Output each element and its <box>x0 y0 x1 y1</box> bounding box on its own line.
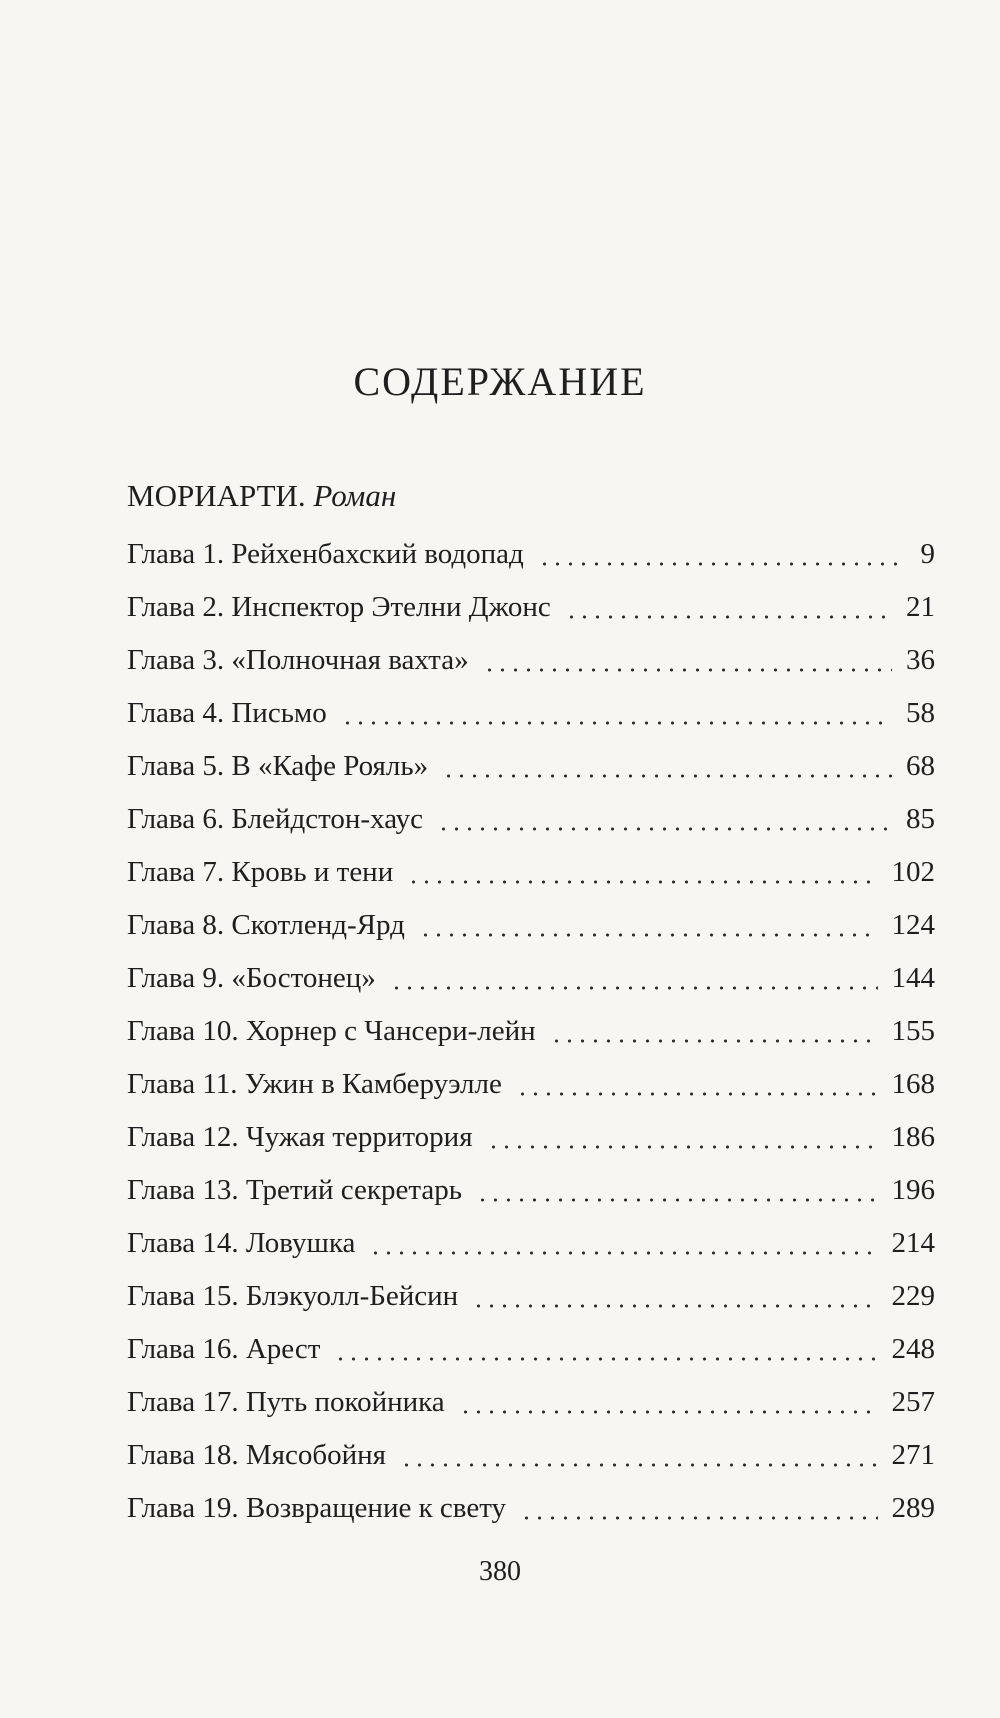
toc-entry-page: 186 <box>891 1121 935 1153</box>
toc-entry-page: 58 <box>906 697 935 729</box>
toc-entry-page: 168 <box>891 1068 935 1100</box>
toc-entry-title: Глава 17. Путь покойника <box>127 1386 445 1418</box>
toc-entry <box>127 1111 935 1164</box>
toc-entry-title: Глава 4. Письмо <box>127 697 327 729</box>
toc-entry <box>127 1482 935 1535</box>
toc-entry <box>127 634 935 687</box>
toc-entry-title: Глава 18. Мясобойня <box>127 1439 386 1471</box>
toc-entry <box>127 740 935 793</box>
dot-leader <box>341 721 892 725</box>
toc-entry-page: 36 <box>906 644 935 676</box>
toc-entry-page: 9 <box>920 538 935 570</box>
toc-entry-title: Глава 2. Инспектор Этелни Джонс <box>127 591 551 623</box>
dot-leader <box>516 1092 878 1096</box>
toc-entry <box>127 1376 935 1429</box>
toc-entry-page: 102 <box>891 856 935 888</box>
toc-entry <box>127 581 935 634</box>
toc-entry-page: 68 <box>906 750 935 782</box>
toc-entry-title: Глава 12. Чужая территория <box>127 1121 473 1153</box>
dot-leader <box>487 1145 878 1149</box>
toc-entry <box>127 1323 935 1376</box>
toc-entry-title: Глава 16. Арест <box>127 1333 321 1365</box>
toc-entry-page: 21 <box>906 591 935 623</box>
dot-leader <box>400 1463 878 1467</box>
toc-entry-page: 196 <box>891 1174 935 1206</box>
toc-entry-page: 124 <box>891 909 935 941</box>
toc-entry-page: 214 <box>891 1227 935 1259</box>
toc-entry-title: Глава 14. Ловушка <box>127 1227 356 1259</box>
toc-entry-title: Глава 13. Третий секретарь <box>127 1174 462 1206</box>
dot-leader <box>334 1357 877 1361</box>
dot-leader <box>407 880 877 884</box>
dot-leader <box>476 1198 878 1202</box>
toc-entry <box>127 793 935 846</box>
table-of-contents <box>127 528 935 1535</box>
toc-entry <box>127 1005 935 1058</box>
dot-leader <box>538 562 897 566</box>
toc-entry <box>127 528 935 581</box>
section-heading <box>127 480 396 511</box>
page-title: СОДЕРЖАНИЕ <box>353 359 647 404</box>
toc-entry-title: Глава 19. Возвращение к свету <box>127 1492 506 1524</box>
toc-entry-page: 144 <box>891 962 935 994</box>
toc-entry <box>127 846 935 899</box>
toc-entry-title: Глава 5. В «Кафе Рояль» <box>127 750 429 782</box>
toc-entry-page: 289 <box>891 1492 935 1524</box>
toc-entry <box>127 1429 935 1482</box>
toc-entry-title: Глава 7. Кровь и тени <box>127 856 394 888</box>
toc-entry-page: 248 <box>891 1333 935 1365</box>
toc-entry <box>127 1217 935 1270</box>
toc-entry <box>127 1058 935 1111</box>
dot-leader <box>550 1039 878 1043</box>
dot-leader <box>390 986 878 990</box>
dot-leader <box>565 615 892 619</box>
toc-entry <box>127 1164 935 1217</box>
toc-entry-title: Глава 9. «Бостонец» <box>127 962 376 994</box>
dot-leader <box>437 827 892 831</box>
dot-leader <box>520 1516 878 1520</box>
toc-entry-title: Глава 6. Блейдстон-хаус <box>127 803 423 835</box>
section-subtitle: Роман <box>313 478 397 513</box>
toc-entry-page: 271 <box>891 1439 935 1471</box>
toc-entry-page: 229 <box>891 1280 935 1312</box>
toc-entry-page: 85 <box>906 803 935 835</box>
dot-leader <box>442 774 892 778</box>
toc-entry-title: Глава 8. Скотленд-Ярд <box>127 909 405 941</box>
dot-leader <box>419 933 878 937</box>
toc-entry-title: Глава 10. Хорнер с Чансери-лейн <box>127 1015 536 1047</box>
toc-entry-title: Глава 1. Рейхенбахский водопад <box>127 538 524 570</box>
page-number: 380 <box>479 1556 521 1587</box>
toc-entry-page: 155 <box>891 1015 935 1047</box>
dot-leader <box>472 1304 877 1308</box>
dot-leader <box>459 1410 878 1414</box>
toc-entry <box>127 1270 935 1323</box>
toc-entry-title: Глава 15. Блэкуолл-Бейсин <box>127 1280 459 1312</box>
toc-entry-title: Глава 11. Ужин в Камберуэлле <box>127 1068 502 1100</box>
toc-entry <box>127 687 935 740</box>
section-title: МОРИАРТИ. <box>127 478 306 513</box>
toc-entry <box>127 952 935 1005</box>
dot-leader <box>483 668 892 672</box>
toc-entry-title: Глава 3. «Полночная вахта» <box>127 644 469 676</box>
toc-entry <box>127 899 935 952</box>
toc-entry-page: 257 <box>891 1386 935 1418</box>
dot-leader <box>369 1251 877 1255</box>
